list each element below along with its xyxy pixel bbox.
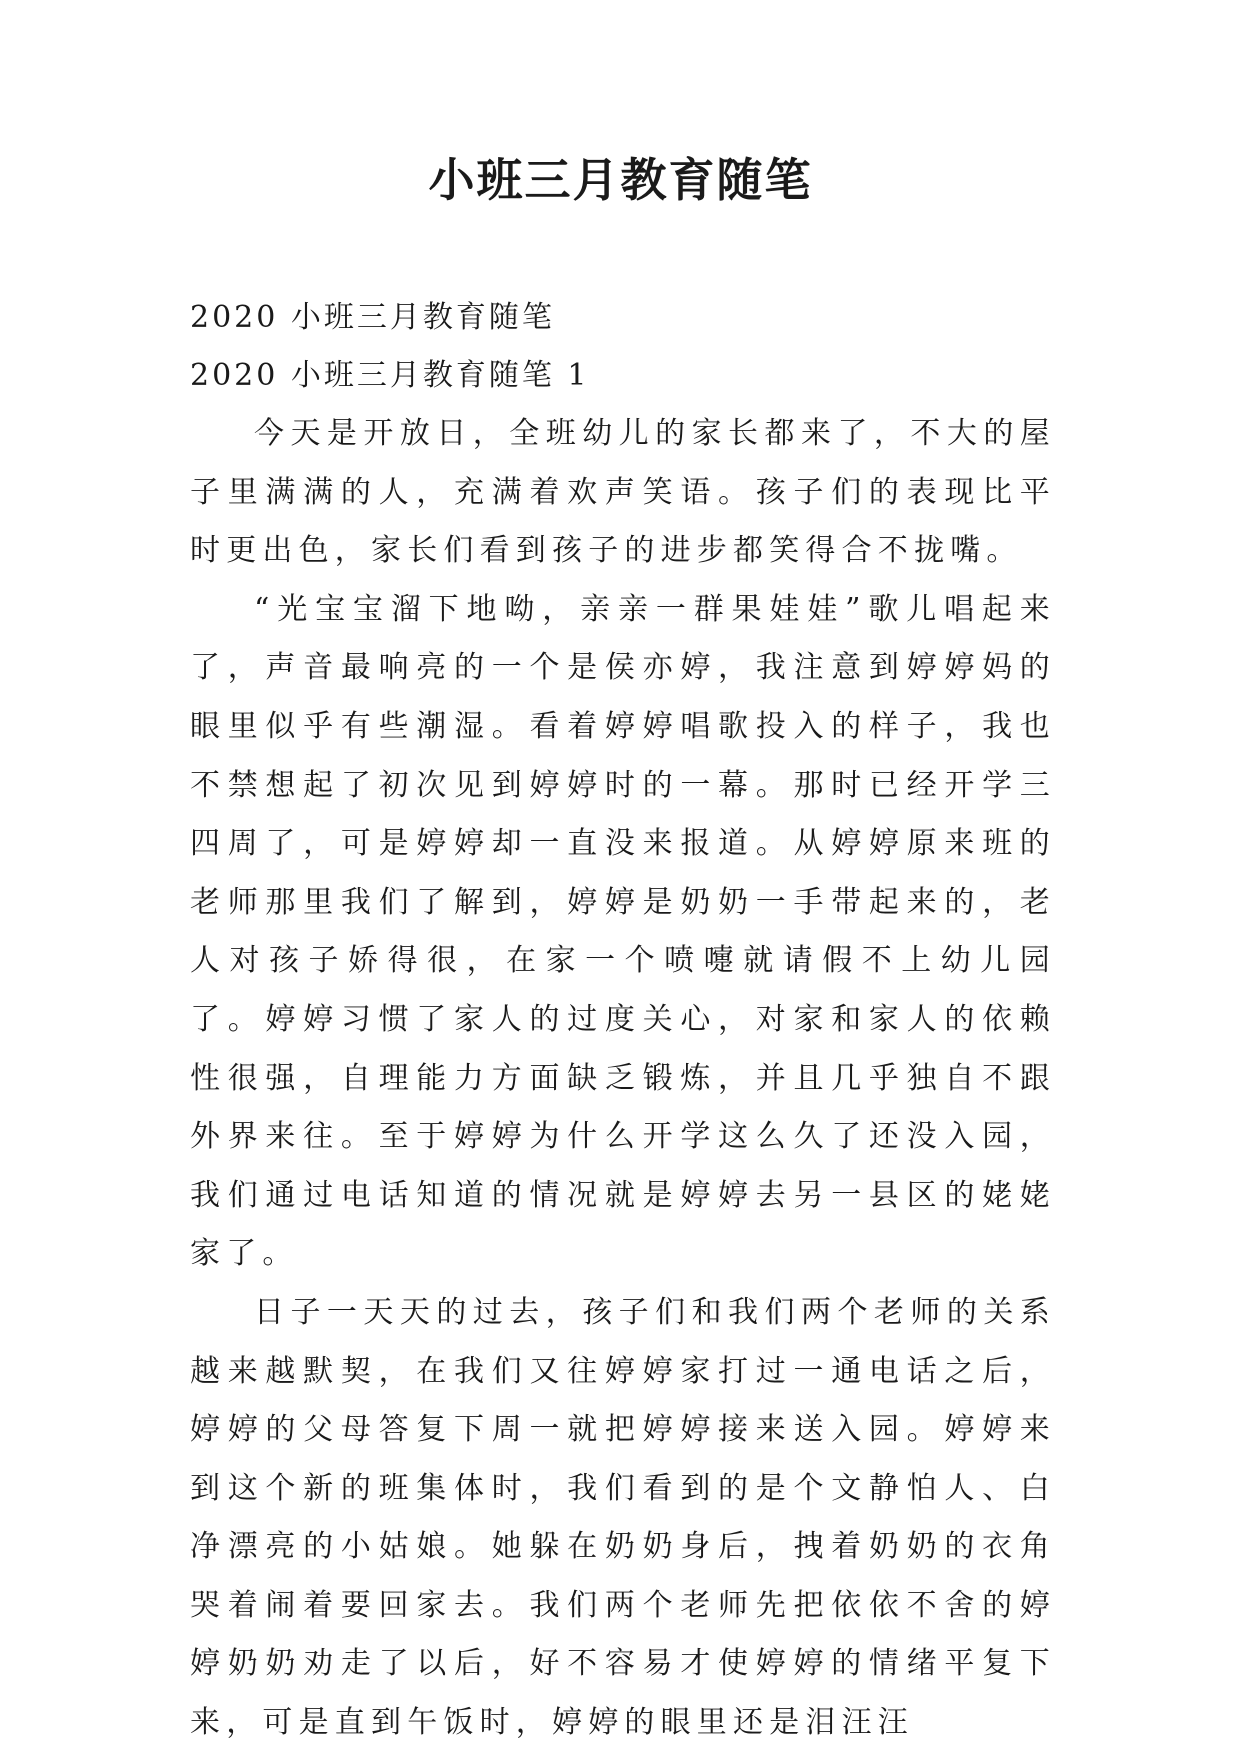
document-title: 小班三月教育随笔	[428, 153, 813, 207]
subtitle-line-2: 2020 小班三月教育随笔 1	[190, 358, 590, 393]
paragraph-2: “光宝宝溜下地呦，亲亲一群果娃娃”歌儿唱起来了，声音最响亮的一个是侯亦婷，我注意到婷婷妈的眼里似乎有些潮湿。看着婷婷唱歌投入的样子，我也不禁想起了初次见到婷婷时的一幕。那时已经开学三四周了，可是婷婷却一直没来报道。从婷婷原来班的老师那里我们了解到，婷婷是奶奶一手带起来的，老人对孩子娇得很，在家一个喷嚏就请假不上幼儿园了。婷婷习惯了家人的过度关心，对家和家人的依赖性很强，自理能力方面缺乏锻炼，并且几乎独自不跟外界来往。至于婷婷为什么开学这么久了还没入园，我们通过电话知道的情况就是婷婷去另一县区的姥姥家了。	[190, 591, 1056, 1272]
paragraph-3: 日子一天天的过去，孩子们和我们两个老师的关系越来越默契，在我们又往婷婷家打过一通电话之后，婷婷的父母答复下周一就把婷婷接来送入园。婷婷来到这个新的班集体时，我们看到的是个文静怕人、白净漂亮的小姑娘。她躲在奶奶身后，拽着奶奶的衣角哭着闹着要回家去。我们两个老师先把依依不舍的婷婷奶奶劝走了以后，好不容易才使婷婷的情绪平复下来，可是直到午饭时，婷婷的眼里还是泪汪汪	[190, 1294, 1056, 1741]
paragraph-1: 今天是开放日，全班幼儿的家长都来了，不大的屋子里满满的人，充满着欢声笑语。孩子们的表现比平时更出色，家长们看到孩子的进步都笑得合不拢嘴。	[190, 416, 1056, 569]
document-body	[190, 289, 1056, 1753]
subtitle-line-1: 2020 小班三月教育随笔	[190, 300, 555, 335]
